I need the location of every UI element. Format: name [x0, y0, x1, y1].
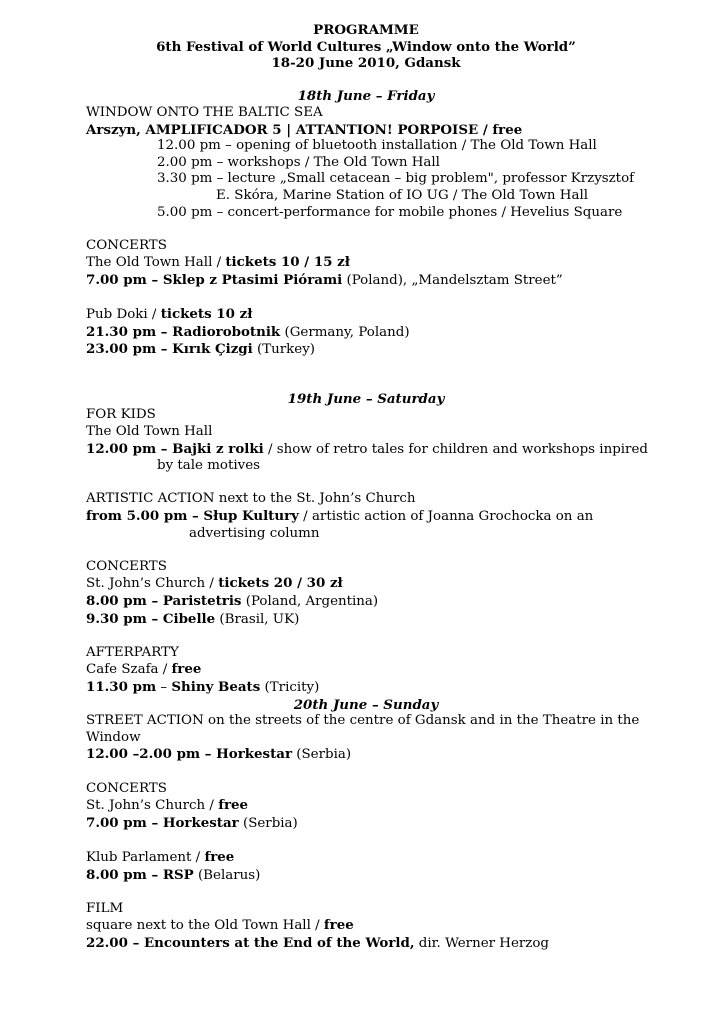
venue-name: The Old Town Hall / [86, 255, 226, 271]
ticket-price: free [171, 661, 202, 678]
event-line [86, 272, 646, 290]
section-title: CONCERTS [86, 237, 167, 253]
ticket-price: tickets 10 / 15 zł [225, 254, 350, 271]
ticket-price: tickets 10 zł [160, 306, 253, 323]
venue-line [86, 849, 646, 867]
event-time-title: 12.00 –2.00 pm – Horkestar [86, 746, 293, 763]
event-line [86, 679, 646, 697]
event-details-continued: advertising column [189, 525, 320, 541]
event-time-title: 22.00 – Encounters at the End of the World, [86, 934, 415, 951]
section-title: STREET ACTION on the streets of the centre of Gdansk and in the Theatre in the [86, 713, 640, 729]
schedule-item: 2.00 pm – workshops / The Old Town Hall [157, 154, 440, 170]
event-time-title: 9.30 pm – Cibelle [86, 610, 216, 627]
event-details: (Serbia) [292, 747, 352, 763]
venue-name: square next to the Old Town Hall / [86, 918, 324, 934]
event-line [86, 867, 646, 885]
venue-name: St. John’s Church / [86, 798, 219, 814]
event-time-title: 23.00 pm – Kırık Çizgi [86, 341, 253, 358]
event-details: dir. Werner Herzog [414, 935, 549, 951]
venue-line [86, 575, 646, 593]
venue-line [86, 254, 646, 272]
event-details: (Poland, Argentina) [241, 594, 379, 609]
event-title: Shiny Beats [171, 678, 261, 695]
venue-name: Pub Doki / [86, 307, 161, 323]
ticket-price: tickets 20 / 30 zł [218, 575, 343, 592]
venue-line [86, 797, 646, 815]
schedule-item: 5.00 pm – concert-performance for mobile phones / Hevelius Square [157, 204, 623, 220]
ticket-price: free [323, 917, 354, 934]
event-time-title: 12.00 pm – Bajki z rolki [86, 440, 264, 457]
section-title-continued: Window [86, 729, 141, 745]
event-time: 11.30 pm [86, 678, 157, 695]
day2-heading: 19th June – Saturday [287, 390, 445, 407]
section-title: WINDOW ONTO THE BALTIC SEA [86, 104, 323, 120]
event-time-title: 21.30 pm – Radiorobotnik [86, 323, 281, 340]
venue-name: The Old Town Hall [86, 424, 213, 440]
event-details: (Germany, Poland) [280, 324, 410, 340]
event-details: (Belarus) [193, 867, 261, 883]
event-dash: – [156, 679, 172, 695]
venue-name: St. John’s Church / [86, 576, 219, 592]
event-line [86, 324, 646, 342]
section-title: FOR KIDS [86, 407, 156, 423]
event-time-title: 7.00 pm – Horkestar [86, 814, 239, 831]
event-line [86, 611, 646, 629]
venue-line [86, 917, 646, 935]
day1-heading: 18th June – Friday [297, 88, 435, 105]
day3-heading: 20th June – Sunday [293, 696, 439, 713]
venue-name: Cafe Szafa / [86, 662, 172, 678]
ticket-price: free [218, 797, 249, 814]
section-title: CONCERTS [86, 558, 167, 574]
section-subtitle: Arszyn, AMPLIFICADOR 5 | ATTANTION! PORPOISE / free [86, 121, 523, 138]
programme-document [86, 22, 646, 952]
ticket-price: free [204, 848, 235, 865]
schedule-item: 12.00 pm – opening of bluetooth installation / The Old Town Hall [157, 138, 597, 154]
section-title: CONCERTS [86, 780, 167, 796]
event-time-title: 8.00 pm – RSP [86, 866, 194, 883]
festival-name: 6th Festival of World Cultures „Window onto the World” [156, 38, 576, 55]
event-details: (Serbia) [238, 815, 298, 831]
section-title: AFTERPARTY [86, 644, 179, 660]
event-line [86, 441, 646, 459]
event-details: (Tricity) [260, 679, 320, 695]
event-details: / artistic action of Joanna Grochocka on an [298, 509, 594, 525]
event-line [86, 508, 646, 526]
event-time-title: from 5.00 pm – Słup Kultury [86, 508, 299, 525]
event-details: (Brasil, UK) [215, 611, 300, 627]
schedule-item-continued: E. Skóra, Marine Station of IO UG / The Old Town Hall [216, 187, 589, 203]
venue-line [86, 661, 646, 679]
event-details: / show of retro tales for children and workshops inpired [263, 441, 648, 457]
event-details: (Poland), „Mandelsztam Street” [342, 272, 563, 288]
festival-dates: 18-20 June 2010, Gdansk [271, 55, 461, 72]
venue-line [86, 306, 646, 324]
event-line [86, 815, 646, 833]
programme-title: PROGRAMME [313, 22, 419, 38]
event-time-title: 8.00 pm – Paristetris [86, 593, 242, 609]
event-line [86, 593, 646, 611]
venue-name: Klub Parlament / [86, 849, 205, 865]
event-line [86, 935, 646, 953]
section-title: FILM [86, 900, 124, 916]
section-title: ARTISTIC ACTION next to the St. John’s Church [86, 491, 416, 507]
event-details-continued: by tale motives [157, 458, 261, 474]
event-line [86, 746, 646, 764]
event-line [86, 341, 646, 359]
event-details: (Turkey) [252, 342, 316, 358]
event-time-title: 7.00 pm – Sklep z Ptasimi Piórami [86, 271, 343, 288]
schedule-item: 3.30 pm – lecture „Small cetacean – big problem", professor Krzysztof [157, 171, 635, 187]
